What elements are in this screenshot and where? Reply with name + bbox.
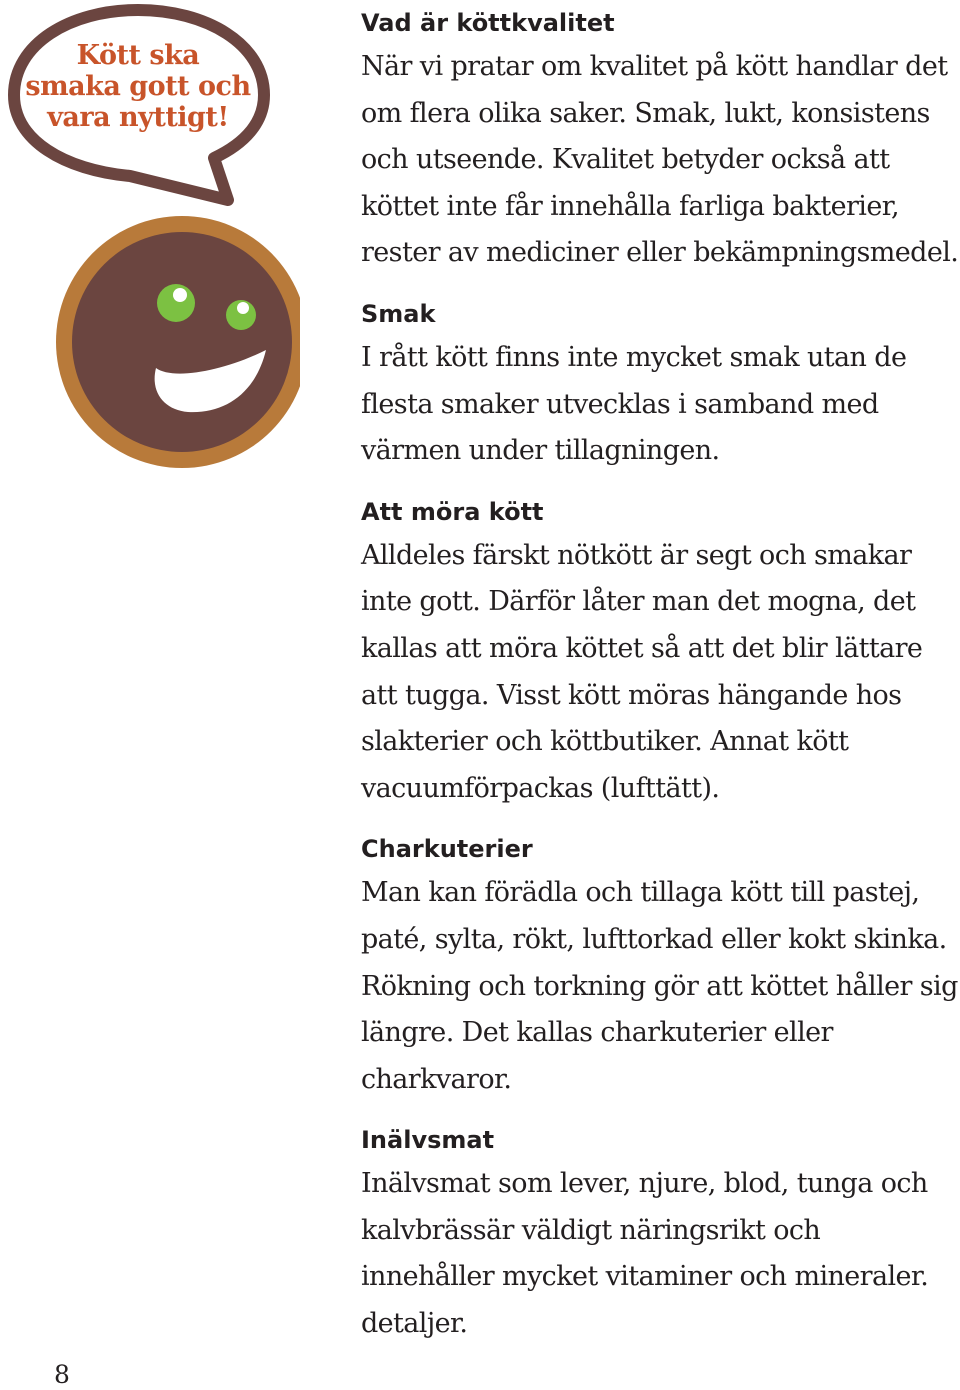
section-heading: Att möra kött <box>361 497 544 526</box>
section-heading: Inälvsmat <box>361 1126 495 1155</box>
section-heading: Charkuterier <box>361 835 533 864</box>
section-body: Alldeles färskt nötkött är segt och smakar inte gott. Därför låter man det mogna, det kallas att möra köttet så att det blir lättare att tugga. Visst kött möras hängande hos slakterier och köttbutiker. Annat kött vacuumförpackas (lufttätt). <box>361 539 923 804</box>
page-number: 8 <box>54 1360 70 1389</box>
section-body: När vi pratar om kvalitet på kött handlar det om flera olika saker. Smak, lukt, konsistens och utseende. Kvalitet betyder också att köttet inte får innehålla farliga bakterier, rester av mediciner eller bekämpningsmedel. <box>361 51 959 269</box>
section-inalvsmat <box>361 1123 959 1347</box>
section-vad-ar-kottkvalitet <box>361 6 959 277</box>
speech-bubble-text <box>18 40 258 133</box>
section-smak <box>361 297 959 475</box>
speech-bubble-line: Kött ska <box>76 40 200 71</box>
section-att-mora-kott <box>361 495 959 813</box>
section-charkuterier <box>361 832 959 1103</box>
face <box>72 232 292 452</box>
section-heading: Vad är köttkvalitet <box>361 9 615 37</box>
right-eye-highlight <box>237 302 249 314</box>
speech-bubble-line: smaka gott och <box>25 71 251 102</box>
section-body: Man kan förädla och tillaga kött till pastej, paté, sylta, rökt, lufttorkad eller kokt skinka. Rökning och torkning gör att köttet håller sig längre. Det kallas charkuterier eller charkvaror. <box>361 877 958 1095</box>
speech-bubble-line: vara nyttigt! <box>47 102 229 133</box>
section-body: Inälvsmat som lever, njure, blod, tunga och kalvbrässär väldigt näringsrikt och innehåller mycket vitaminer och mineraler. detaljer. <box>361 1168 929 1340</box>
section-heading: Smak <box>361 299 436 328</box>
illustration <box>0 0 300 480</box>
left-eye-highlight <box>173 288 187 302</box>
section-body: I rått kött finns inte mycket smak utan de flesta smaker utvecklas i samband med värmen under tillagningen. <box>361 341 907 467</box>
article-content <box>361 6 959 1348</box>
